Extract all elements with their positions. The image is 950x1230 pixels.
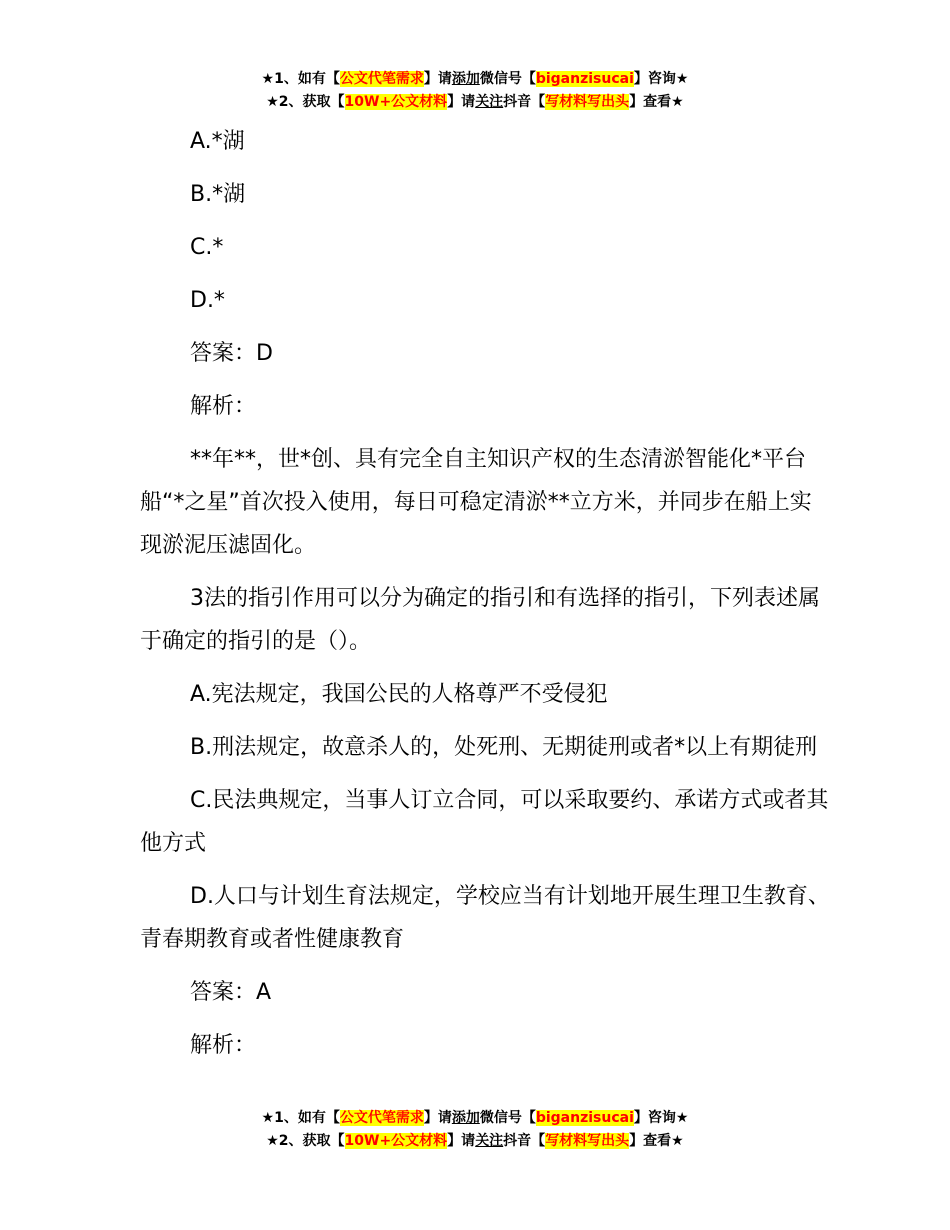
q3-option-c: C.民法典规定，当事人订立合同，可以采取要约、承诺方式或者其他方式 (140, 788, 829, 856)
q3-option-a: A.宪法规定，我国公民的人格尊严不受侵犯 (190, 682, 608, 707)
option-a: A.*湖 (190, 129, 245, 154)
highlight-materials: 10W+公文材料 (344, 94, 448, 110)
document-body (140, 120, 830, 1077)
option-c: C.* (190, 235, 224, 260)
analysis-label: 解析： (190, 394, 257, 419)
banner-line-2: ★2、获取【10W+公文材料】请关注抖音【写材料写出头】查看★ (266, 1133, 684, 1149)
q3-analysis-label: 解析： (190, 1033, 257, 1058)
analysis-text: **年**，世*创、具有完全自主知识产权的生态清淤智能化*平台船“*之星”首次投入使用，每日可稳定清淤**立方米，并同步在船上实现淤泥压滤固化。 (140, 447, 812, 558)
highlight-douyin-account: 写材料写出头 (545, 1133, 630, 1149)
header-banner (0, 68, 950, 114)
highlight-service: 公文代笔需求 (339, 71, 424, 87)
footer-banner (0, 1107, 950, 1153)
highlight-wechat-id: biganzisucai (535, 71, 634, 87)
q3-option-d: D.人口与计划生育法规定，学校应当有计划地开展生理卫生教育、青春期教育或者性健康教育 (140, 884, 830, 952)
question-3: 3法的指引作用可以分为确定的指引和有选择的指引，下列表述属于确定的指引的是（）。 (140, 586, 820, 654)
answer: 答案：D (190, 341, 273, 366)
option-d: D.* (190, 288, 225, 313)
option-b: B.*湖 (190, 182, 246, 207)
q3-option-b: B.刑法规定，故意杀人的，处死刑、无期徒刑或者*以上有期徒刑 (190, 735, 818, 760)
highlight-service: 公文代笔需求 (339, 1110, 424, 1126)
highlight-materials: 10W+公文材料 (344, 1133, 448, 1149)
q3-answer: 答案：A (190, 980, 272, 1005)
banner-line-2: ★2、获取【10W+公文材料】请关注抖音【写材料写出头】查看★ (266, 94, 684, 110)
highlight-douyin-account: 写材料写出头 (545, 94, 630, 110)
highlight-wechat-id: biganzisucai (535, 1110, 634, 1126)
banner-line-1: ★1、如有【公文代笔需求】请添加微信号【biganzisucai】咨询★ (261, 1110, 689, 1126)
banner-line-1: ★1、如有【公文代笔需求】请添加微信号【biganzisucai】咨询★ (261, 71, 689, 87)
